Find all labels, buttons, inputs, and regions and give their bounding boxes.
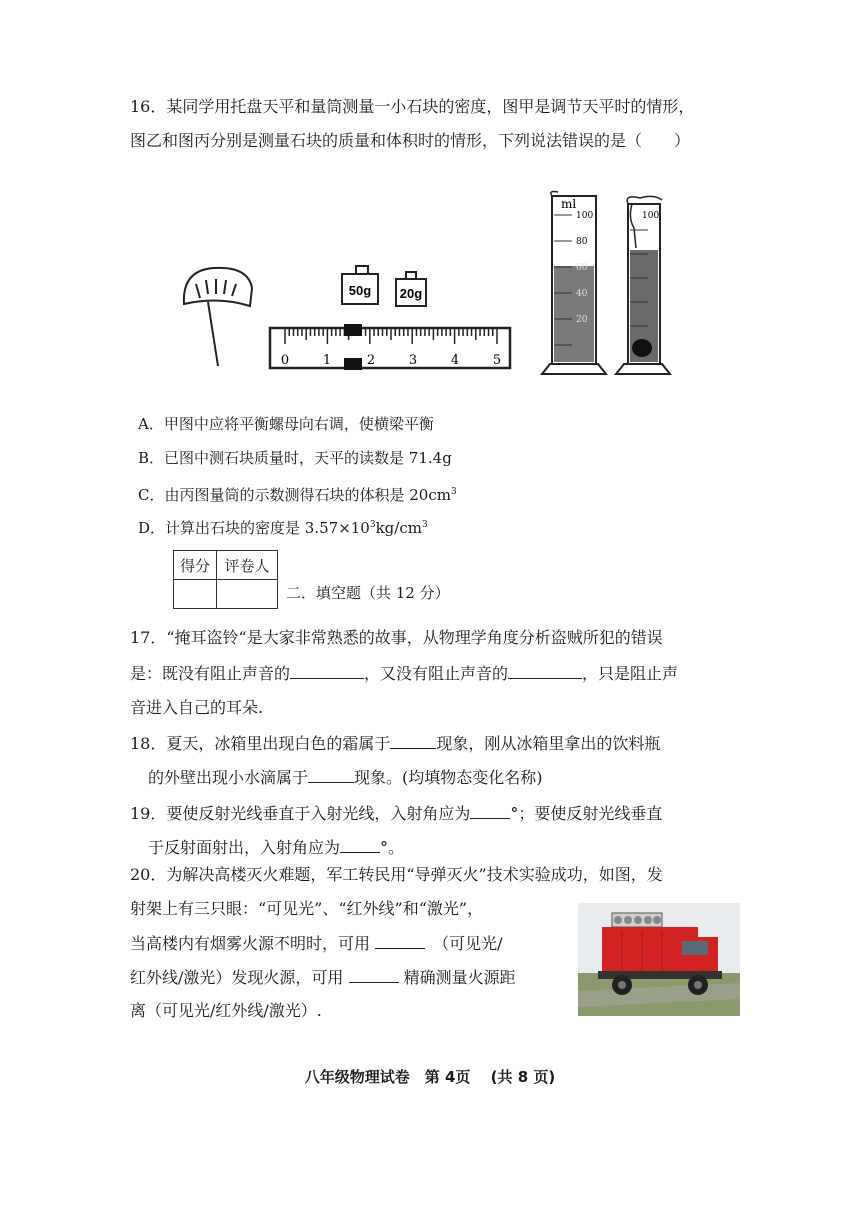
svg-text:5: 5 [492, 353, 502, 368]
svg-text:1: 1 [322, 353, 332, 368]
q18-line1: 18．夏天，冰箱里出现白色的霜属于 现象，刚从冰箱里拿出的饮料瓶 [130, 734, 661, 753]
svg-text:3: 3 [408, 353, 418, 368]
page-footer: 八年级物理试卷 第 4页 (共 8 页) [304, 1068, 556, 1086]
rider-scale [270, 324, 510, 370]
answer-blank[interactable] [340, 836, 380, 853]
grader-label: 评卷人 [217, 551, 278, 580]
svg-text:2: 2 [366, 353, 376, 368]
svg-text:20g: 20g [399, 286, 423, 301]
answer-blank[interactable] [308, 766, 354, 783]
score-cell [174, 580, 217, 609]
q19-line2: 于反射面射出，入射角应为 °。 [148, 838, 405, 857]
q17-line2: 是：既没有阻止声音的 ，又没有阻止声音的 ，只是阻止声 [130, 664, 679, 683]
q19-line1: 19．要使反射光线垂直于入射光线，入射角应为 °；要使反射光线垂直 [130, 804, 663, 823]
grader-cell [217, 580, 278, 609]
svg-text:20: 20 [576, 315, 588, 325]
q20-line3: 当高楼内有烟雾火源不明时，可用 （可见光/ [130, 934, 503, 953]
score-box [173, 550, 278, 609]
svg-text:40: 40 [576, 289, 588, 299]
q20-line5: 离（可见光/红外线/激光）. [130, 1001, 322, 1020]
svg-text:60: 60 [576, 263, 588, 273]
q16-option-d: D．计算出石块的密度是 $3.57\times 10^3kg/cm^3$ [138, 519, 428, 537]
svg-text:0: 0 [280, 353, 290, 368]
answer-blank[interactable] [508, 662, 582, 679]
weight-50g [342, 266, 378, 304]
weight-20g [396, 272, 426, 306]
answer-blank[interactable] [470, 802, 510, 819]
q20-line2: 射架上有三只眼：“可见光”、“红外线”和“激光”， [130, 899, 484, 918]
svg-text:100: 100 [576, 211, 594, 221]
q16-line2: 图乙和图丙分别是测量石块的质量和体积时的情形，下列说法错误的是（ ） [130, 131, 691, 150]
answer-blank[interactable] [375, 932, 425, 949]
q20-line4: 红外线/激光）发现火源，可用 精确测量火源距 [130, 968, 516, 987]
answer-blank[interactable] [349, 966, 399, 983]
q16-option-c: C．由丙图量筒的示数测得石块的体积是 $20cm^3$ [138, 486, 457, 504]
answer-blank[interactable] [290, 662, 364, 679]
svg-text:50g: 50g [348, 283, 372, 298]
svg-text:ml: ml [561, 197, 577, 211]
q16-option-b: B．已图中测石块质量时，天平的读数是 71.4g [138, 449, 452, 467]
svg-text:100: 100 [642, 211, 660, 221]
graduated-cylinder-1 [542, 192, 606, 375]
q16-figure [170, 188, 680, 386]
answer-blank[interactable] [390, 732, 436, 749]
score-label: 得分 [174, 551, 217, 580]
fire-truck-image [578, 903, 740, 1016]
q16-option-a: A．甲图中应将平衡螺母向右调，使横梁平衡 [138, 415, 434, 433]
q16-line1: 16．某同学用托盘天平和量筒测量一小石块的密度，图甲是调节天平时的情形， [130, 97, 695, 116]
q17-line1: 17．“掩耳盗铃“是大家非常熟悉的故事，从物理学角度分析盗贼所犯的错误 [130, 628, 663, 647]
q20-line1: 20．为解决高楼灭火难题，军工转民用“导弹灭火”技术实验成功，如图，发 [130, 865, 663, 884]
section-2-heading: 二．填空题（共 12 分） [286, 584, 450, 602]
balance-dial-icon [184, 268, 252, 366]
q17-line3: 音进入自己的耳朵. [130, 698, 264, 717]
svg-text:4: 4 [450, 353, 460, 368]
graduated-cylinder-2 [616, 196, 670, 374]
q18-line2: 的外壁出现小水滴属于 现象。(均填物态变化名称) [148, 768, 543, 787]
svg-text:80: 80 [576, 237, 588, 247]
